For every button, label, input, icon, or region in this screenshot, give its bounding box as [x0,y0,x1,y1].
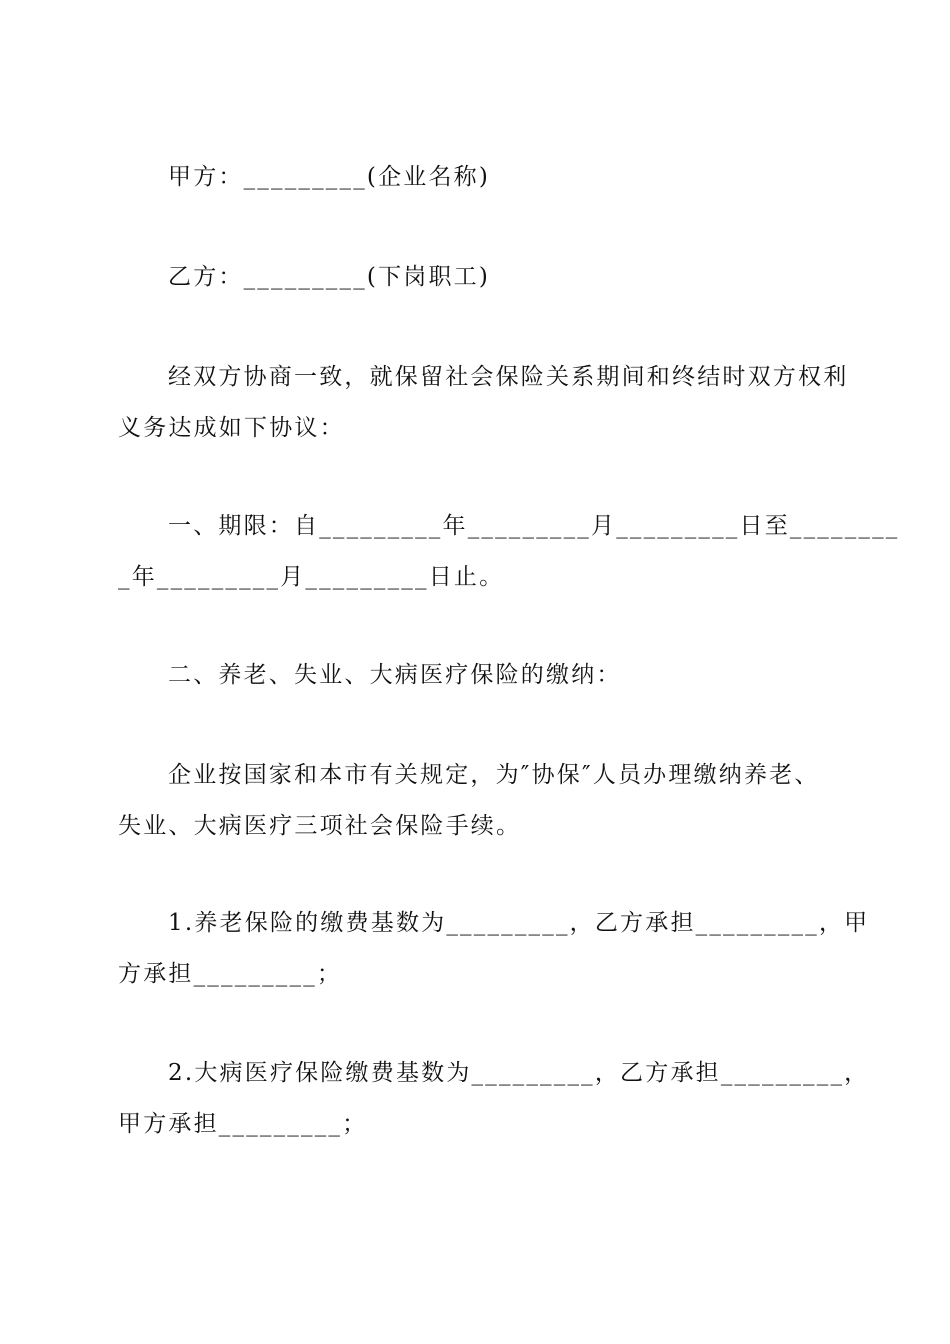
item-2-line-1: 2.大病医疗保险缴费基数为_________，乙方承担_________， [168,1060,870,1086]
term-line-2: _年_________月_________日止。 [118,564,505,590]
intro-line-1: 经双方协商一致，就保留社会保险关系期间和终结时双方权利 [168,364,849,390]
item-1-line-2: 方承担_________； [118,961,343,987]
section-2-heading: 二、养老、失业、大病医疗保险的缴纳： [168,662,622,688]
term-line-1: 一、期限：自_________年_________月_________日至________ [168,513,900,539]
party-b-line: 乙方：_________(下岗职工) [168,264,491,290]
section-2-body-line-1: 企业按国家和本市有关规定，为″协保″人员办理缴纳养老、 [168,762,820,788]
party-a-line: 甲方：_________(企业名称) [168,164,491,190]
item-2-line-2: 甲方承担_________； [118,1111,368,1137]
intro-line-2: 义务达成如下协议： [118,415,345,441]
section-2-body-line-2: 失业、大病医疗三项社会保险手续。 [118,813,522,839]
item-1-line-1: 1.养老保险的缴费基数为_________，乙方承担_________，甲 [168,910,870,936]
